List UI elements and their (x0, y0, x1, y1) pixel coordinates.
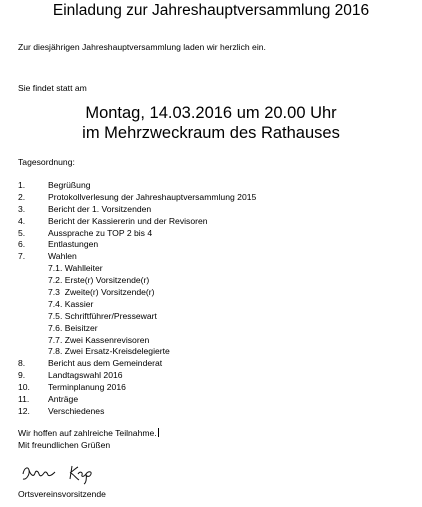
agenda-item-text: Anträge (48, 394, 79, 405)
agenda-subitem-text: 7.2. Erste(r) Vorsitzende(r) (48, 275, 150, 286)
agenda-item-text: Entlastungen (48, 239, 99, 250)
agenda-item-number: 3. (18, 203, 26, 214)
agenda-item-text: Verschiedenes (48, 405, 105, 416)
handwritten-signature (20, 462, 115, 486)
agenda-item-text: Terminplanung 2016 (48, 382, 126, 393)
document-title: Einladung zur Jahreshauptversammlung 2016 (52, 2, 370, 19)
agenda-item-text: Landtagswahl 2016 (48, 370, 123, 381)
date-line: Montag, 14.03.2016 um 20.00 Uhr (85, 104, 337, 122)
agenda-item-number: 12. (18, 405, 30, 416)
closing-line-2: Mit freundlichen Grüßen (18, 440, 111, 450)
agenda-item-number: 7. (18, 251, 26, 262)
agenda-subitem-text: 7.6. Beisitzer (48, 322, 98, 333)
agenda-subitem-text: 7.8. Zwei Ersatz-Kreisdelegierte (48, 346, 170, 357)
closing-line-1 (18, 428, 159, 438)
place-intro-text: Sie findet statt am (18, 83, 87, 93)
agenda-item-text: Bericht der Kassiererin und der Revisoren (48, 215, 208, 226)
agenda-item-number: 11. (18, 394, 30, 405)
agenda-item-number: 1. (18, 180, 26, 190)
agenda-subitem-text: 7.3 Zweite(r) Vorsitzende(r) (48, 287, 155, 298)
agenda-item-number: 10. (18, 382, 30, 393)
agenda-heading: Tagesordnung: (18, 157, 75, 167)
closing-text: Wir hoffen auf zahlreiche Teilnahme. (18, 428, 157, 438)
text-cursor (158, 428, 159, 437)
agenda-item-number: 4. (18, 215, 26, 226)
agenda-item-text: Wahlen (48, 251, 77, 262)
signature-role: Ortsvereinsvorsitzende (18, 489, 106, 499)
agenda-item-text: Begrüßung (48, 180, 91, 190)
agenda-item-number: 5. (18, 227, 26, 238)
agenda-item-number: 8. (18, 358, 26, 369)
agenda-item-text: Bericht der 1. Vorsitzenden (48, 203, 152, 214)
agenda-item-number: 2. (18, 191, 26, 202)
agenda-item-number: 9. (18, 370, 26, 381)
agenda-item-number: 6. (18, 239, 26, 250)
agenda-item-text: Protokollverlesung der Jahreshauptversammlung 2015 (48, 191, 257, 202)
agenda-subitem-text: 7.4. Kassier (48, 298, 94, 309)
intro-text: Zur diesjährigen Jahreshauptversammlung laden wir herzlich ein. (18, 42, 266, 52)
agenda-subitem-text: 7.1. Wahlleiter (48, 263, 103, 274)
agenda-item-text: Aussprache zu TOP 2 bis 4 (48, 227, 153, 238)
location-line: im Mehrzweckraum des Rathauses (82, 124, 340, 142)
agenda-item-text: Bericht aus dem Gemeinderat (48, 358, 163, 369)
agenda-subitem-text: 7.7. Zwei Kassenrevisoren (48, 334, 150, 345)
agenda-subitem-text: 7.5. Schriftführer/Pressewart (48, 310, 157, 321)
